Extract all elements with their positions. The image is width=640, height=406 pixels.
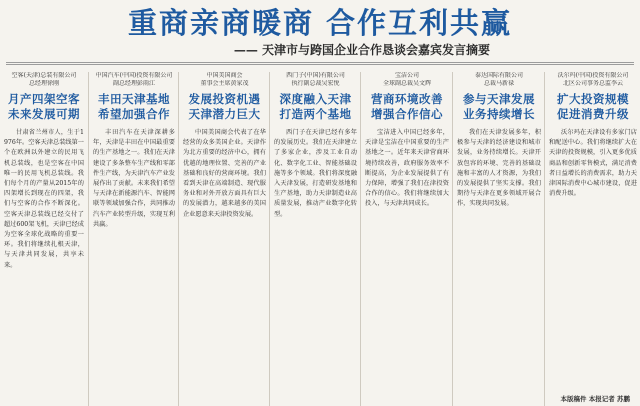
column-6 [452,72,545,406]
column-7 [544,72,640,406]
column-title-1: 深度融入天津 [279,92,352,106]
column-body: 丰田汽车在天津深耕多年，天津是丰田在中国最重要的生产基地之一。我们在天津建设了多条整车生产线和零部件生产线，为天津汽车产业发展作出了贡献。未来我们希望与天津在新能源汽车、智能网联等领域加强合作，共同推动汽车产业转型升级，实现互利共赢。 [93,129,175,228]
column-title-1: 发展投资机遇 [188,92,261,106]
column-title-1: 丰田天津基地 [98,92,170,106]
speaker-role: 全球副总裁吴文辉 [382,80,431,87]
column-2 [88,72,179,406]
speaker-role: 副总经理彭雨江 [112,80,155,87]
column-title-1: 扩大投资规模 [557,92,629,106]
column-body: 宝洁进入中国已经多年，天津是宝洁在中国重要的生产基地之一。近年来天津营商环境持续改善，政府服务效率不断提高，为企业发展提供了有力保障，增强了我们在津投资合作的信心。我们将继续加大投入，与天津共同成长。 [365,129,449,208]
column-title-2: 业务持续增长 [463,107,535,121]
column-title-2: 天津潜力巨大 [188,107,261,121]
column-body: 中国美国商会代表了在华经营的众多美国企业。天津作为北方重要的经济中心，拥有优越的地理位置、完善的产业基础和良好的营商环境。我们看到天津在高端制造、现代服务业和对外开放方面具有巨大的发展潜力，越来越多的美国企业愿意来天津投资发展。 [183,129,266,218]
speaker-role: 总裁马新禄 [483,80,514,87]
speaker-org: 沃尔玛(中国)投资有限公司 [557,72,629,79]
column-1 [0,72,88,406]
speaker-org: 泰达国际有限公司 [474,72,523,79]
speaker-role: 执行副总裁吴宏悦 [291,80,340,87]
speaker-org: 空客(天津)总装有限公司 [11,72,77,79]
speaker-role: 总经理徐刚 [28,80,59,87]
column-body: 我们在天津发展多年，积极参与天津的经济建设和城市发展，业务持续增长。天津开放包容的环境、完善的基础设施和丰富的人才资源，为我们的发展提供了坚实支撑。我们期待与天津在更多领域开展合作，实现共同发展。 [457,129,541,208]
column-body: 西门子在天津已经有多年的发展历史。我们在天津建立了多家企业，涉及工业自动化、数字化工业、智能基础设施等多个领域。我们将深度融入天津发展，打造研发基地和生产基地，助力天津制造业高质量发展，推动产业数字化转型。 [274,129,357,218]
subhead: —— 天津市与跨国企业合作恳谈会嘉宾发言摘要 [233,43,490,57]
top-rule-thin [6,64,634,65]
column-title-2: 打造两个基地 [279,107,352,121]
column-5 [360,72,453,406]
column-title-1: 月产四架空客 [8,92,80,106]
headline: 重商亲商暖商 合作互利共赢 [127,6,513,40]
column-title-2: 希望加强合作 [98,107,170,121]
speaker-org: 西门子(中国)有限公司 [286,72,345,79]
speaker-role: 北区公司事务总监李云 [562,80,623,87]
speaker-org: 中国汽车(中国)投资有限公司 [95,72,173,79]
column-title-1: 营商环境改善 [371,92,443,106]
column-4 [269,72,361,406]
column-body: 沃尔玛在天津设有多家门店和配送中心。我们将继续扩大在天津的投资规模，引入更多优质商品和创新零售模式，满足消费者日益增长的消费需求，助力天津国际消费中心城市建设，促进消费升级。 [549,129,637,198]
column-title-2: 未来发展可期 [8,107,80,121]
column-title-2: 增强合作信心 [371,107,443,121]
top-rule [6,62,634,63]
speaker-role: 董事会主席黄家茂 [200,80,249,87]
speaker-org: 中国美国商会 [206,72,243,79]
column-3 [178,72,270,406]
column-title-1: 参与天津发展 [463,92,535,106]
byline: 本版稿件 本报记者 苏鹏 [560,395,630,403]
column-body: 甘肃省兰州市人，生于1976年。空客天津总装线第一个在欧洲以外建立的民用飞机总装线，也是空客在中国唯一的民用飞机总装线。我们每个月的产量从2015年的四架增长到现在的四架，我们与空客的合作不断深化。空客天津总装线已经交付了超过600架飞机，天津已经成为空客全球化战略的重要一环。我们将继续扎根天津，与天津共同发展，共享未来。 [4,129,84,269]
speaker-org: 宝洁公司 [394,72,419,79]
column-title-2: 促进消费升级 [557,107,629,121]
